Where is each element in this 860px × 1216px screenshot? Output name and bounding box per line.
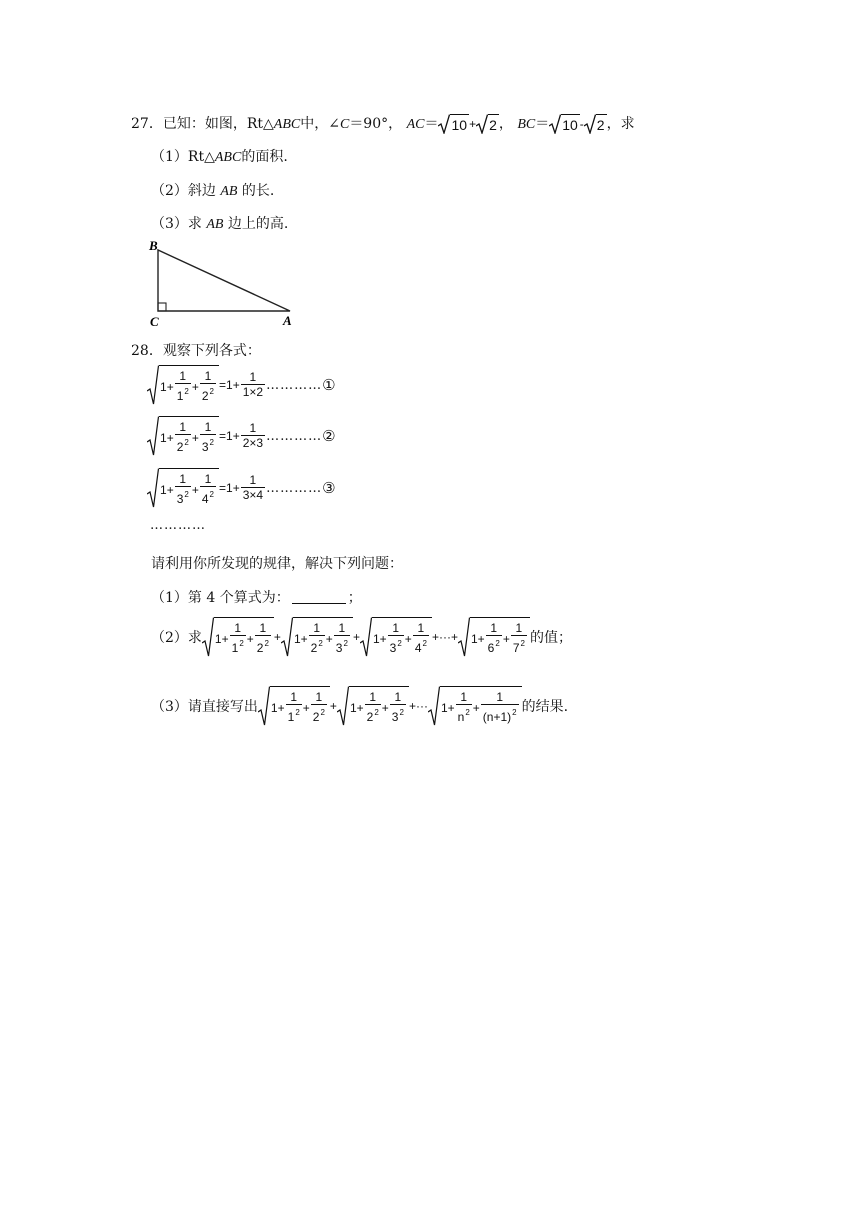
equation-index: ③ <box>322 479 336 497</box>
ellipsis: +··· <box>431 630 451 644</box>
exponent: 2 <box>318 639 323 648</box>
denominator <box>200 383 216 404</box>
plus-sign: + <box>166 430 174 445</box>
squared-term: $7^2$ <box>512 639 525 655</box>
plus-sign: + <box>166 379 174 394</box>
q27-number: 27． <box>131 116 163 132</box>
answer-blank[interactable] <box>292 591 346 604</box>
fraction <box>200 420 216 455</box>
plus-sign: + <box>477 631 485 646</box>
fraction <box>175 420 191 455</box>
fraction <box>486 621 502 656</box>
radical <box>281 617 353 657</box>
denominator <box>334 635 350 656</box>
exponent: 2 <box>209 387 214 396</box>
radical <box>147 416 219 456</box>
numerator: 1 <box>179 472 187 486</box>
squared-term: $(n+1)^2$ <box>482 708 517 724</box>
fraction <box>241 370 265 400</box>
denominator <box>456 704 472 725</box>
q27-part-3: （3）求 AB 边上的高. <box>151 216 289 232</box>
vertex-b-label: B <box>149 238 158 253</box>
fraction <box>388 621 404 656</box>
exponent: 2 <box>184 387 189 396</box>
equation-index: ② <box>322 427 336 445</box>
term-one: 1 <box>440 700 448 715</box>
plus-sign: + <box>232 378 240 392</box>
equals-sign: = <box>219 481 227 495</box>
numerator: 1 <box>417 621 425 635</box>
exponent: 2 <box>495 639 500 648</box>
plus-sign: + <box>273 630 281 644</box>
plus-sign: + <box>356 700 364 715</box>
fraction <box>241 421 265 451</box>
squared-term: $2^2$ <box>366 708 379 724</box>
numerator: 1 <box>204 420 212 434</box>
denominator: 2×3 <box>242 436 264 450</box>
plus-sign: + <box>246 631 254 646</box>
radical <box>147 365 219 405</box>
denominator <box>481 704 519 725</box>
denominator <box>486 635 502 656</box>
numerator: 1 <box>179 369 187 383</box>
plus-sign: + <box>329 699 337 713</box>
squared-term: $3^2$ <box>391 708 404 724</box>
numerator: 1 <box>338 621 346 635</box>
exponent: 2 <box>264 639 269 648</box>
denominator <box>286 704 302 725</box>
observed-equation <box>147 468 336 508</box>
term-one: 1 <box>160 430 167 445</box>
plus-sign: + <box>191 430 199 445</box>
squared-term: $2^2$ <box>310 639 323 655</box>
radical-sign <box>337 686 349 726</box>
exponent: 2 <box>399 708 404 717</box>
exponent: 2 <box>320 708 325 717</box>
numerator: 1 <box>290 690 298 704</box>
radicand <box>270 686 330 726</box>
term-one: 1 <box>214 631 222 646</box>
numerator: 1 <box>369 690 377 704</box>
plus-sign: + <box>166 482 174 497</box>
exponent: 2 <box>209 438 214 447</box>
denominator <box>365 704 381 725</box>
radical-sign <box>258 686 270 726</box>
fraction <box>309 621 325 656</box>
term-one: 1 <box>226 481 233 495</box>
general-sum-expression <box>258 686 522 726</box>
squared-term: $n^2$ <box>457 708 470 724</box>
term-one: 1 <box>226 378 233 392</box>
exponent: 2 <box>520 639 525 648</box>
radicand <box>372 617 432 657</box>
denominator <box>388 635 404 656</box>
exponent: 2 <box>184 438 189 447</box>
dotted-leader: ………… <box>266 377 323 393</box>
radical <box>202 617 274 657</box>
plus-sign: + <box>381 700 389 715</box>
plus-sign: + <box>221 631 229 646</box>
continuation-dots: ………… <box>150 518 206 533</box>
radicand <box>159 365 219 405</box>
squared-term: $4^2$ <box>414 639 427 655</box>
numerator: 1 <box>249 370 257 384</box>
squared-term: $1^2$ <box>176 387 189 403</box>
exponent: 2 <box>343 639 348 648</box>
fraction <box>511 621 527 656</box>
fraction <box>390 690 406 725</box>
term-one: 1 <box>160 482 167 497</box>
squared-term: $1^2$ <box>231 639 244 655</box>
term-one: 1 <box>160 379 167 394</box>
sqrt-10: 10 <box>438 114 469 134</box>
denominator <box>311 704 327 725</box>
numerator: 1 <box>249 421 257 435</box>
numerator: 1 <box>496 690 504 704</box>
denominator <box>255 635 271 656</box>
radical-sign <box>202 617 214 657</box>
sum-expression <box>202 617 530 657</box>
vertex-c-label: C <box>150 314 159 329</box>
plus-sign: + <box>325 631 333 646</box>
term-one: 1 <box>293 631 301 646</box>
fraction <box>200 369 216 404</box>
squared-term: $2^2$ <box>256 639 269 655</box>
exponent: 2 <box>209 490 214 499</box>
observed-equation <box>147 416 336 456</box>
numerator: 1 <box>204 472 212 486</box>
right-triangle-figure <box>144 236 304 330</box>
term-one: 1 <box>349 700 357 715</box>
radical-sign <box>458 617 470 657</box>
radicand <box>293 617 353 657</box>
plus-sign: + <box>502 631 510 646</box>
radicand <box>214 617 274 657</box>
q27-stem: 27．已知：如图，Rt△ABC中，∠C＝90°， AC＝ 10 + 2 ， BC＝ 10 - 2 ，求 <box>131 116 635 133</box>
plus-sign: + <box>191 379 199 394</box>
plus-sign: + <box>352 630 360 644</box>
equation-index: ① <box>322 376 336 394</box>
fraction <box>255 621 271 656</box>
plus-sign: + <box>277 700 285 715</box>
q28-part-2: （2） 求 1 + $\frac{1}{1^2}$ + $\frac{1}{2^2}$ + 1 + $\frac{1}{2^2}$ + $\frac{1}{3^2}$ + 1 + $\frac{1}{3^2}$ + $\frac{1}{4^2}$ +··· + 1 + $\frac{1}{6^2}$ + $\frac{1}{7^2}$ 的值； <box>151 617 572 657</box>
term-one: 1 <box>226 429 233 443</box>
radicand <box>159 468 219 508</box>
q27-part-2: （2）斜边 AB 的长. <box>151 183 275 199</box>
radicand <box>470 617 530 657</box>
q28-prompt: 请利用你所发现的规律，解决下列问题： <box>151 556 403 572</box>
denominator: 3×4 <box>242 488 264 502</box>
equals-sign: = <box>219 429 227 443</box>
exponent: 2 <box>295 708 300 717</box>
numerator: 1 <box>259 621 267 635</box>
fraction <box>175 472 191 507</box>
q28-number: 28． <box>131 343 163 359</box>
q28-part-1: （1）第 4 个算式为： ； <box>151 590 362 606</box>
squared-term: $2^2$ <box>201 387 214 403</box>
denominator <box>175 434 191 455</box>
denominator <box>175 383 191 404</box>
denominator <box>309 635 325 656</box>
radical <box>428 686 522 726</box>
sqrt-2: 2 <box>584 114 607 134</box>
squared-term: $3^2$ <box>201 438 214 454</box>
numerator: 1 <box>249 473 257 487</box>
q27-part-1: （1）Rt△ABC的面积. <box>151 149 288 165</box>
fraction <box>286 690 302 725</box>
radical-sign <box>147 468 159 508</box>
denominator <box>200 486 216 507</box>
fraction <box>230 621 246 656</box>
numerator: 1 <box>313 621 321 635</box>
radical-sign <box>281 617 293 657</box>
plus-sign: + <box>232 481 240 495</box>
squared-term: $3^2$ <box>176 490 189 506</box>
numerator: 1 <box>179 420 187 434</box>
plus-sign: + <box>404 631 412 646</box>
fraction <box>200 472 216 507</box>
vertex-a-label: A <box>283 313 292 328</box>
fraction <box>175 369 191 404</box>
denominator <box>511 635 527 656</box>
radicand <box>440 686 522 726</box>
radical <box>458 617 530 657</box>
q28-stem: 28．观察下列各式： <box>131 343 261 359</box>
radical <box>147 468 219 508</box>
fraction <box>334 621 350 656</box>
denominator <box>175 486 191 507</box>
squared-term: $4^2$ <box>201 490 214 506</box>
fraction <box>311 690 327 725</box>
squared-term: $2^2$ <box>312 708 325 724</box>
exponent: 2 <box>512 708 517 717</box>
squared-term: $2^2$ <box>176 438 189 454</box>
term-one: 1 <box>470 631 478 646</box>
plus-sign: + <box>450 630 458 644</box>
plus-sign: + <box>232 429 240 443</box>
exponent: 2 <box>184 490 189 499</box>
term-one: 1 <box>270 700 278 715</box>
fraction <box>413 621 429 656</box>
numerator: 1 <box>234 621 242 635</box>
denominator <box>413 635 429 656</box>
numerator: 1 <box>490 621 498 635</box>
radical <box>337 686 409 726</box>
numerator: 1 <box>515 621 523 635</box>
exponent: 2 <box>374 708 379 717</box>
squared-term: $3^2$ <box>335 639 348 655</box>
fraction <box>481 690 519 725</box>
radicand <box>349 686 409 726</box>
squared-term: $6^2$ <box>487 639 500 655</box>
numerator: 1 <box>315 690 323 704</box>
numerator: 1 <box>394 690 402 704</box>
plus-sign: + <box>472 700 480 715</box>
fraction <box>241 473 265 503</box>
plus-sign: + <box>300 631 308 646</box>
radical-sign <box>428 686 440 726</box>
squared-term: $3^2$ <box>389 639 402 655</box>
radical-sign <box>360 617 372 657</box>
sqrt-10: 10 <box>549 114 580 134</box>
plus-sign: + <box>447 700 455 715</box>
radical-sign <box>147 365 159 405</box>
fraction <box>365 690 381 725</box>
radicand <box>159 416 219 456</box>
denominator: 1×2 <box>242 385 264 399</box>
numerator: 1 <box>392 621 400 635</box>
sqrt-2: 2 <box>476 114 499 134</box>
plus-sign: + <box>302 700 310 715</box>
equals-sign: = <box>219 378 227 392</box>
exponent: 2 <box>239 639 244 648</box>
dotted-leader: ………… <box>266 428 323 444</box>
radical <box>360 617 432 657</box>
radical-sign <box>147 416 159 456</box>
radical <box>258 686 330 726</box>
denominator <box>230 635 246 656</box>
ellipsis: +··· <box>408 699 428 713</box>
q28-part-3: （3） 请直接写出 1 + $\frac{1}{1^2}$ + $\frac{1}{2^2}$ + 1 + $\frac{1}{2^2}$ + $\frac{1}{3^2}$ +··· 1 + $\frac{1}{n^2}$ + $\frac{1}{(n+1)^2}$ 的结果. <box>151 686 568 726</box>
plus-sign: + <box>191 482 199 497</box>
fraction <box>456 690 472 725</box>
term-one: 1 <box>372 631 380 646</box>
exponent: 2 <box>397 639 402 648</box>
plus-sign: + <box>379 631 387 646</box>
squared-term: $1^2$ <box>287 708 300 724</box>
denominator <box>390 704 406 725</box>
exponent: 2 <box>422 639 427 648</box>
numerator: 1 <box>204 369 212 383</box>
observed-equation <box>147 365 336 405</box>
dotted-leader: ………… <box>266 480 323 496</box>
denominator <box>200 434 216 455</box>
exponent: 2 <box>465 708 470 717</box>
numerator: 1 <box>460 690 468 704</box>
